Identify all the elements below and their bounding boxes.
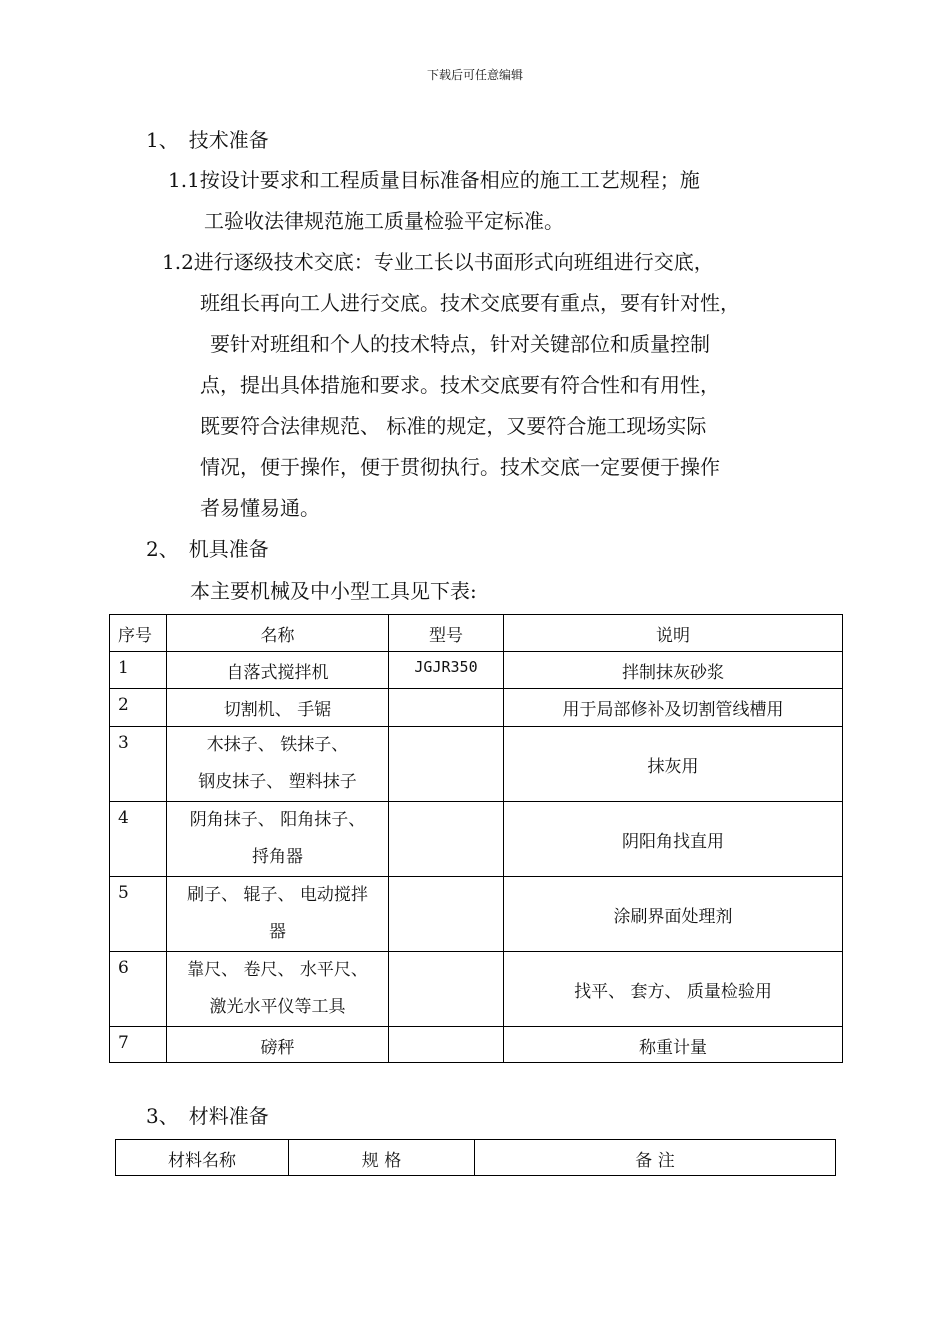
row-no: 6 <box>110 952 167 1027</box>
row-name <box>167 802 389 877</box>
row-name-line2: 激光水平仪等工具 <box>209 997 346 1017</box>
para-1-1-line1: 1.1按设计要求和工程质量目标准备相应的施工工艺规程；施 <box>168 168 700 192</box>
row-name-line1: 靠尺、 卷尺、 水平尺、 <box>187 960 368 980</box>
row-name: 磅秤 <box>167 1027 389 1063</box>
row-desc: 用于局部修补及切割管线槽用 <box>504 689 843 727</box>
para-1-2-line7: 者易懂易通。 <box>200 496 320 520</box>
row-desc: 抹灰用 <box>504 727 843 802</box>
page-header: 下载后可任意编辑 <box>426 68 523 82</box>
row-no: 3 <box>110 727 167 802</box>
row-name <box>167 877 389 952</box>
header-remark: 备 注 <box>475 1140 836 1176</box>
row-desc: 称重计量 <box>504 1027 843 1063</box>
section-1-title: 1、 技术准备 <box>146 128 269 152</box>
table-row <box>110 802 843 877</box>
table-row <box>110 689 843 727</box>
para-1-2-line4: 点，提出具体措施和要求。技术交底要有符合性和有用性， <box>200 373 720 397</box>
header-model: 型号 <box>389 615 504 652</box>
header-material-name: 材料名称 <box>116 1140 289 1176</box>
row-no: 1 <box>110 652 167 689</box>
header-name: 名称 <box>167 615 389 652</box>
header-no: 序号 <box>110 615 167 652</box>
row-name-line1: 阴角抹子、 阳角抹子、 <box>189 810 366 830</box>
para-1-2-line2: 班组长再向工人进行交底。技术交底要有重点，要有针对性， <box>200 291 740 315</box>
section-2-intro: 本主要机械及中小型工具见下表: <box>190 579 477 603</box>
materials-header-row <box>116 1140 836 1176</box>
row-name-line2: 器 <box>269 922 286 942</box>
para-1-2-line3: 要针对班组和个人的技术特点，针对关键部位和质量控制 <box>210 332 710 356</box>
row-name-line2: 钢皮抹子、 塑料抹子 <box>198 772 357 792</box>
para-1-2-line5: 既要符合法律规范、 标准的规定，又要符合施工现场实际 <box>200 414 707 438</box>
row-desc: 涂刷界面处理剂 <box>504 877 843 952</box>
table-header-row <box>110 615 843 652</box>
table-row <box>110 652 843 689</box>
section-2-title: 2、 机具准备 <box>146 537 269 561</box>
para-1-2-line6: 情况，便于操作，便于贯彻执行。技术交底一定要便于操作 <box>200 455 720 479</box>
table-row <box>110 952 843 1027</box>
para-1-2-line1: 1.2进行逐级技术交底：专业工长以书面形式向班组进行交底， <box>162 250 714 274</box>
row-no: 7 <box>110 1027 167 1063</box>
row-desc: 拌制抹灰砂浆 <box>504 652 843 689</box>
table-row <box>110 1027 843 1063</box>
row-desc: 找平、 套方、 质量检验用 <box>504 952 843 1027</box>
row-name <box>167 727 389 802</box>
row-model: JGJR350 <box>389 652 504 689</box>
row-no: 4 <box>110 802 167 877</box>
tools-table <box>109 614 843 1063</box>
header-desc: 说明 <box>504 615 843 652</box>
row-model <box>389 952 504 1027</box>
para-1-1-line2: 工验收法律规范施工质量检验平定标准。 <box>204 209 564 233</box>
row-model <box>389 689 504 727</box>
header-spec: 规 格 <box>289 1140 475 1176</box>
row-no: 2 <box>110 689 167 727</box>
row-name-line1: 刷子、 辊子、 电动搅拌 <box>187 885 368 905</box>
row-model <box>389 877 504 952</box>
section-3-title: 3、 材料准备 <box>146 1104 269 1128</box>
table-row <box>110 877 843 952</box>
row-model <box>389 727 504 802</box>
row-name <box>167 952 389 1027</box>
table-row <box>110 727 843 802</box>
row-name: 自落式搅拌机 <box>167 652 389 689</box>
row-no: 5 <box>110 877 167 952</box>
row-name: 切割机、 手锯 <box>167 689 389 727</box>
row-model <box>389 802 504 877</box>
row-desc: 阴阳角找直用 <box>504 802 843 877</box>
row-name-line2: 捋角器 <box>252 847 303 867</box>
row-name-line1: 木抹子、 铁抹子、 <box>206 735 349 755</box>
materials-table <box>115 1139 836 1176</box>
row-model <box>389 1027 504 1063</box>
